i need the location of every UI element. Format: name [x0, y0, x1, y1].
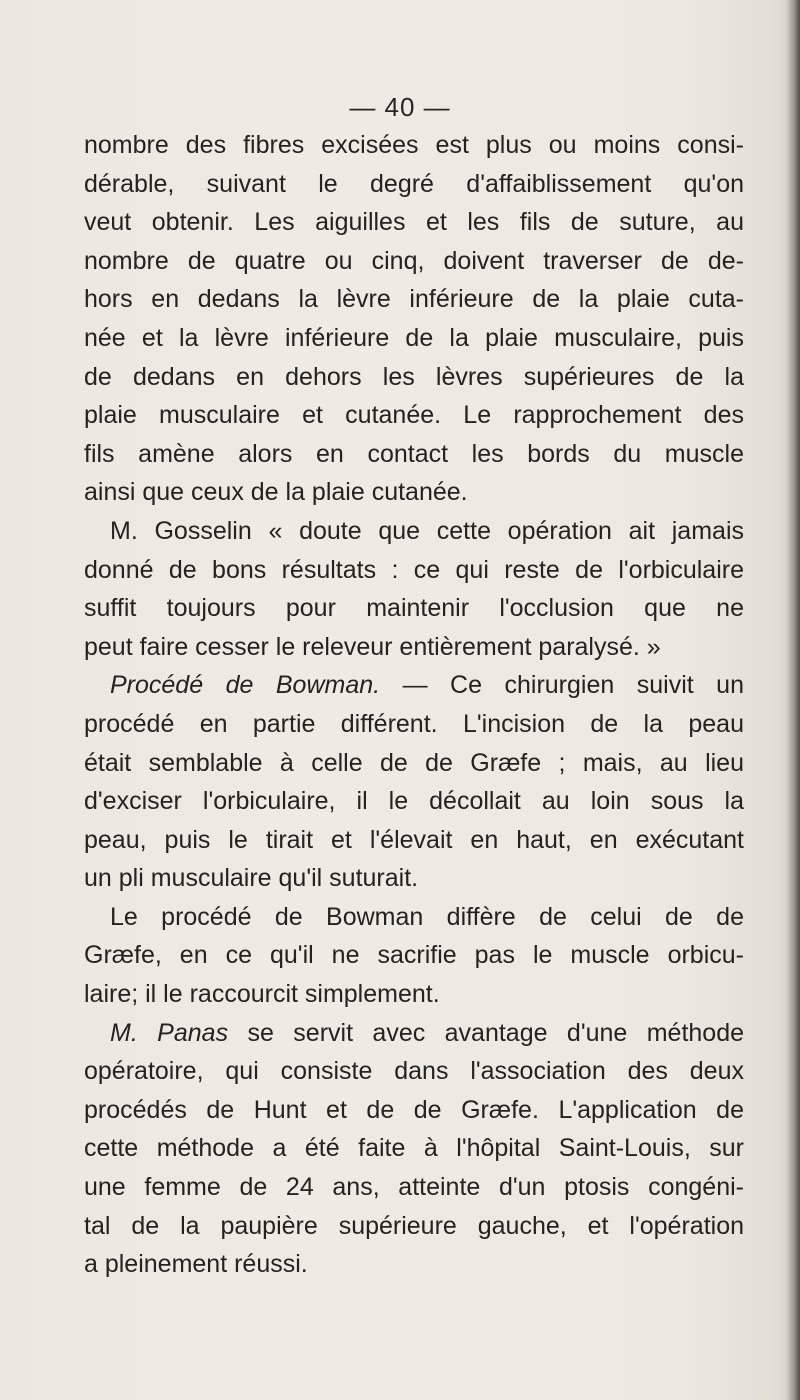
- text-line: laire; il le raccourcit simplement.: [84, 980, 440, 1009]
- text-line: veut obtenir. Les aiguilles et les fils de suture, au: [84, 208, 744, 237]
- text-line: [84, 1014, 744, 1053]
- paragraph: [84, 898, 744, 1014]
- text-line: un pli musculaire qu'il suturait.: [84, 864, 419, 893]
- text-line: ainsi que ceux de la plaie cutanée.: [84, 478, 468, 507]
- text-line: hors en dedans la lèvre inférieure de la plaie cuta-: [84, 285, 744, 314]
- text-line: procédés de Hunt et de de Græfe. L'application de: [84, 1095, 744, 1124]
- body-text: [84, 126, 744, 1284]
- text-line: fils amène alors en contact les bords du muscle: [84, 439, 744, 468]
- text-run: se servit avec avantage d'une méthode: [228, 1018, 744, 1047]
- text-line: nombre de quatre ou cinq, doivent traverser de de-: [84, 246, 744, 275]
- paragraph: [84, 512, 744, 666]
- text-line: donné de bons résultats : ce qui reste de l'orbiculaire: [84, 555, 744, 584]
- text-line: Græfe, en ce qu'il ne sacrifie pas le muscle orbicu-: [84, 941, 744, 970]
- text-line: née et la lèvre inférieure de la plaie musculaire, puis: [84, 323, 744, 352]
- text-line: opératoire, qui consiste dans l'association des deux: [84, 1057, 744, 1086]
- text-line: nombre des fibres excisées est plus ou moins consi-: [84, 131, 744, 159]
- text-line: suffit toujours pour maintenir l'occlusion que ne: [84, 594, 744, 623]
- paragraph: [84, 666, 744, 898]
- text-line: d'exciser l'orbiculaire, il le décollait au loin sous la: [84, 787, 744, 816]
- text-line: procédé en partie différent. L'incision de la peau: [84, 709, 744, 738]
- text-line: M. Gosselin « doute que cette opération ait jamais: [110, 516, 744, 545]
- paragraph: [84, 1014, 744, 1284]
- text-line: une femme de 24 ans, atteinte d'un ptosis congéni-: [84, 1173, 744, 1202]
- text-run: — Ce chirurgien suivit un: [380, 671, 744, 700]
- section-heading: Procédé de Bowman.: [110, 671, 381, 700]
- author-name: M. Panas: [110, 1018, 229, 1047]
- text-line: peut faire cesser le releveur entièrement paralysé. »: [84, 632, 661, 661]
- text-line: dérable, suivant le degré d'affaiblissement qu'on: [84, 169, 744, 198]
- text-line: [84, 666, 744, 705]
- paragraph: [84, 126, 744, 512]
- page-edge-shadow: [786, 0, 800, 1400]
- text-line: était semblable à celle de de Græfe ; mais, au lieu: [84, 748, 744, 777]
- text-line: a pleinement réussi.: [84, 1250, 308, 1279]
- text-line: de dedans en dehors les lèvres supérieures de la: [84, 362, 744, 391]
- text-line: tal de la paupière supérieure gauche, et l'opération: [84, 1211, 744, 1240]
- text-line: cette méthode a été faite à l'hôpital Saint-Louis, sur: [84, 1134, 744, 1163]
- page-number: — 40 —: [349, 92, 451, 122]
- text-line: plaie musculaire et cutanée. Le rapprochement des: [84, 401, 744, 430]
- text-line: peau, puis le tirait et l'élevait en haut, en exécutant: [84, 825, 744, 854]
- text-line: Le procédé de Bowman diffère de celui de de: [110, 902, 744, 931]
